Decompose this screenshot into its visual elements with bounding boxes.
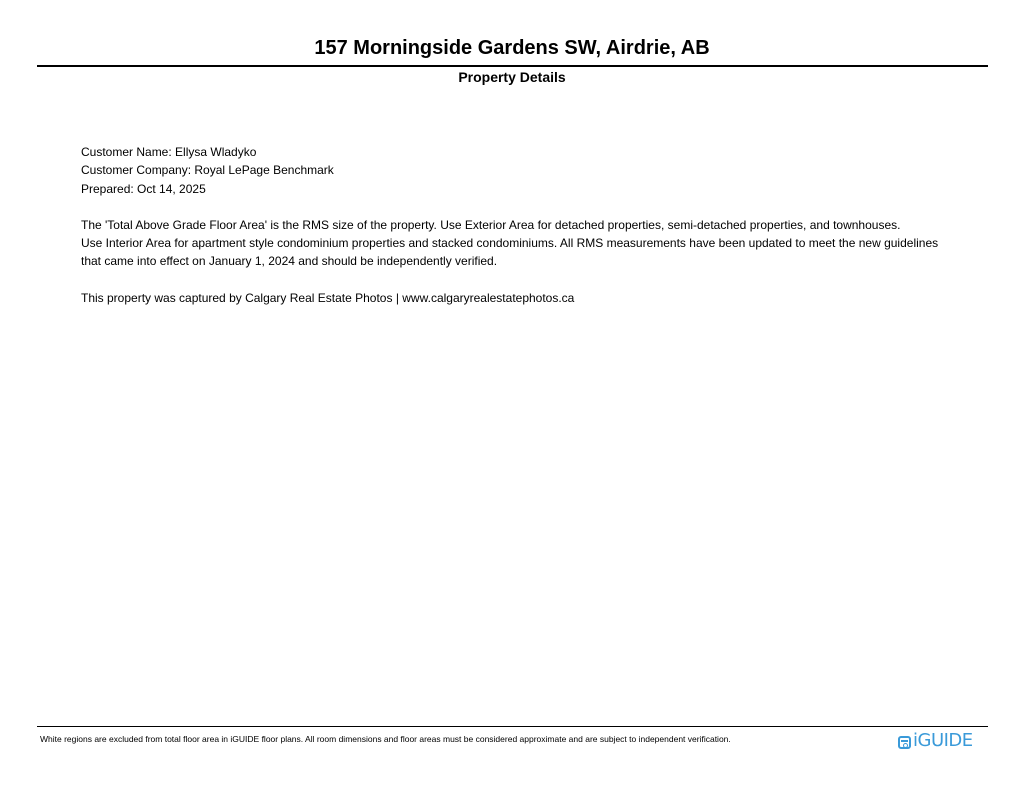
rms-note <box>81 216 941 271</box>
customer-company: Customer Company: Royal LePage Benchmark <box>81 163 334 178</box>
iguide-logo <box>898 730 973 752</box>
customer-details <box>81 143 941 198</box>
footer-divider <box>37 726 988 727</box>
rms-note-line-2: Use Interior Area for apartment style condominium properties and stacked condominiums. All RMS measurements have been updated to meet the new guidelines <box>81 236 939 251</box>
details-content <box>81 143 941 307</box>
rms-note-line-1: The 'Total Above Grade Floor Area' is the RMS size of the property. Use Exterior Area for detached properties, semi-detached properties, and townhouses. <box>81 217 901 232</box>
iguide-logo-text: iGUIDE <box>913 730 973 751</box>
prepared-date: Prepared: Oct 14, 2025 <box>81 181 206 196</box>
page-subtitle: Property Details <box>458 69 566 85</box>
header-divider <box>37 65 988 67</box>
capture-credit: This property was captured by Calgary Real Estate Photos | www.calgaryrealestatephotos.ca <box>81 290 575 305</box>
footer-disclaimer: White regions are excluded from total floor area in iGUIDE floor plans. All room dimensions and floor areas must be considered approximate and are subject to independent verification. <box>40 734 731 744</box>
customer-name: Customer Name: Ellysa Wladyko <box>81 145 257 159</box>
page-title: 157 Morningside Gardens SW, Airdrie, AB <box>314 37 710 59</box>
iguide-camera-icon <box>898 736 911 749</box>
rms-note-line-3: that came into effect on January 1, 2024 and should be independently verified. <box>81 254 498 269</box>
